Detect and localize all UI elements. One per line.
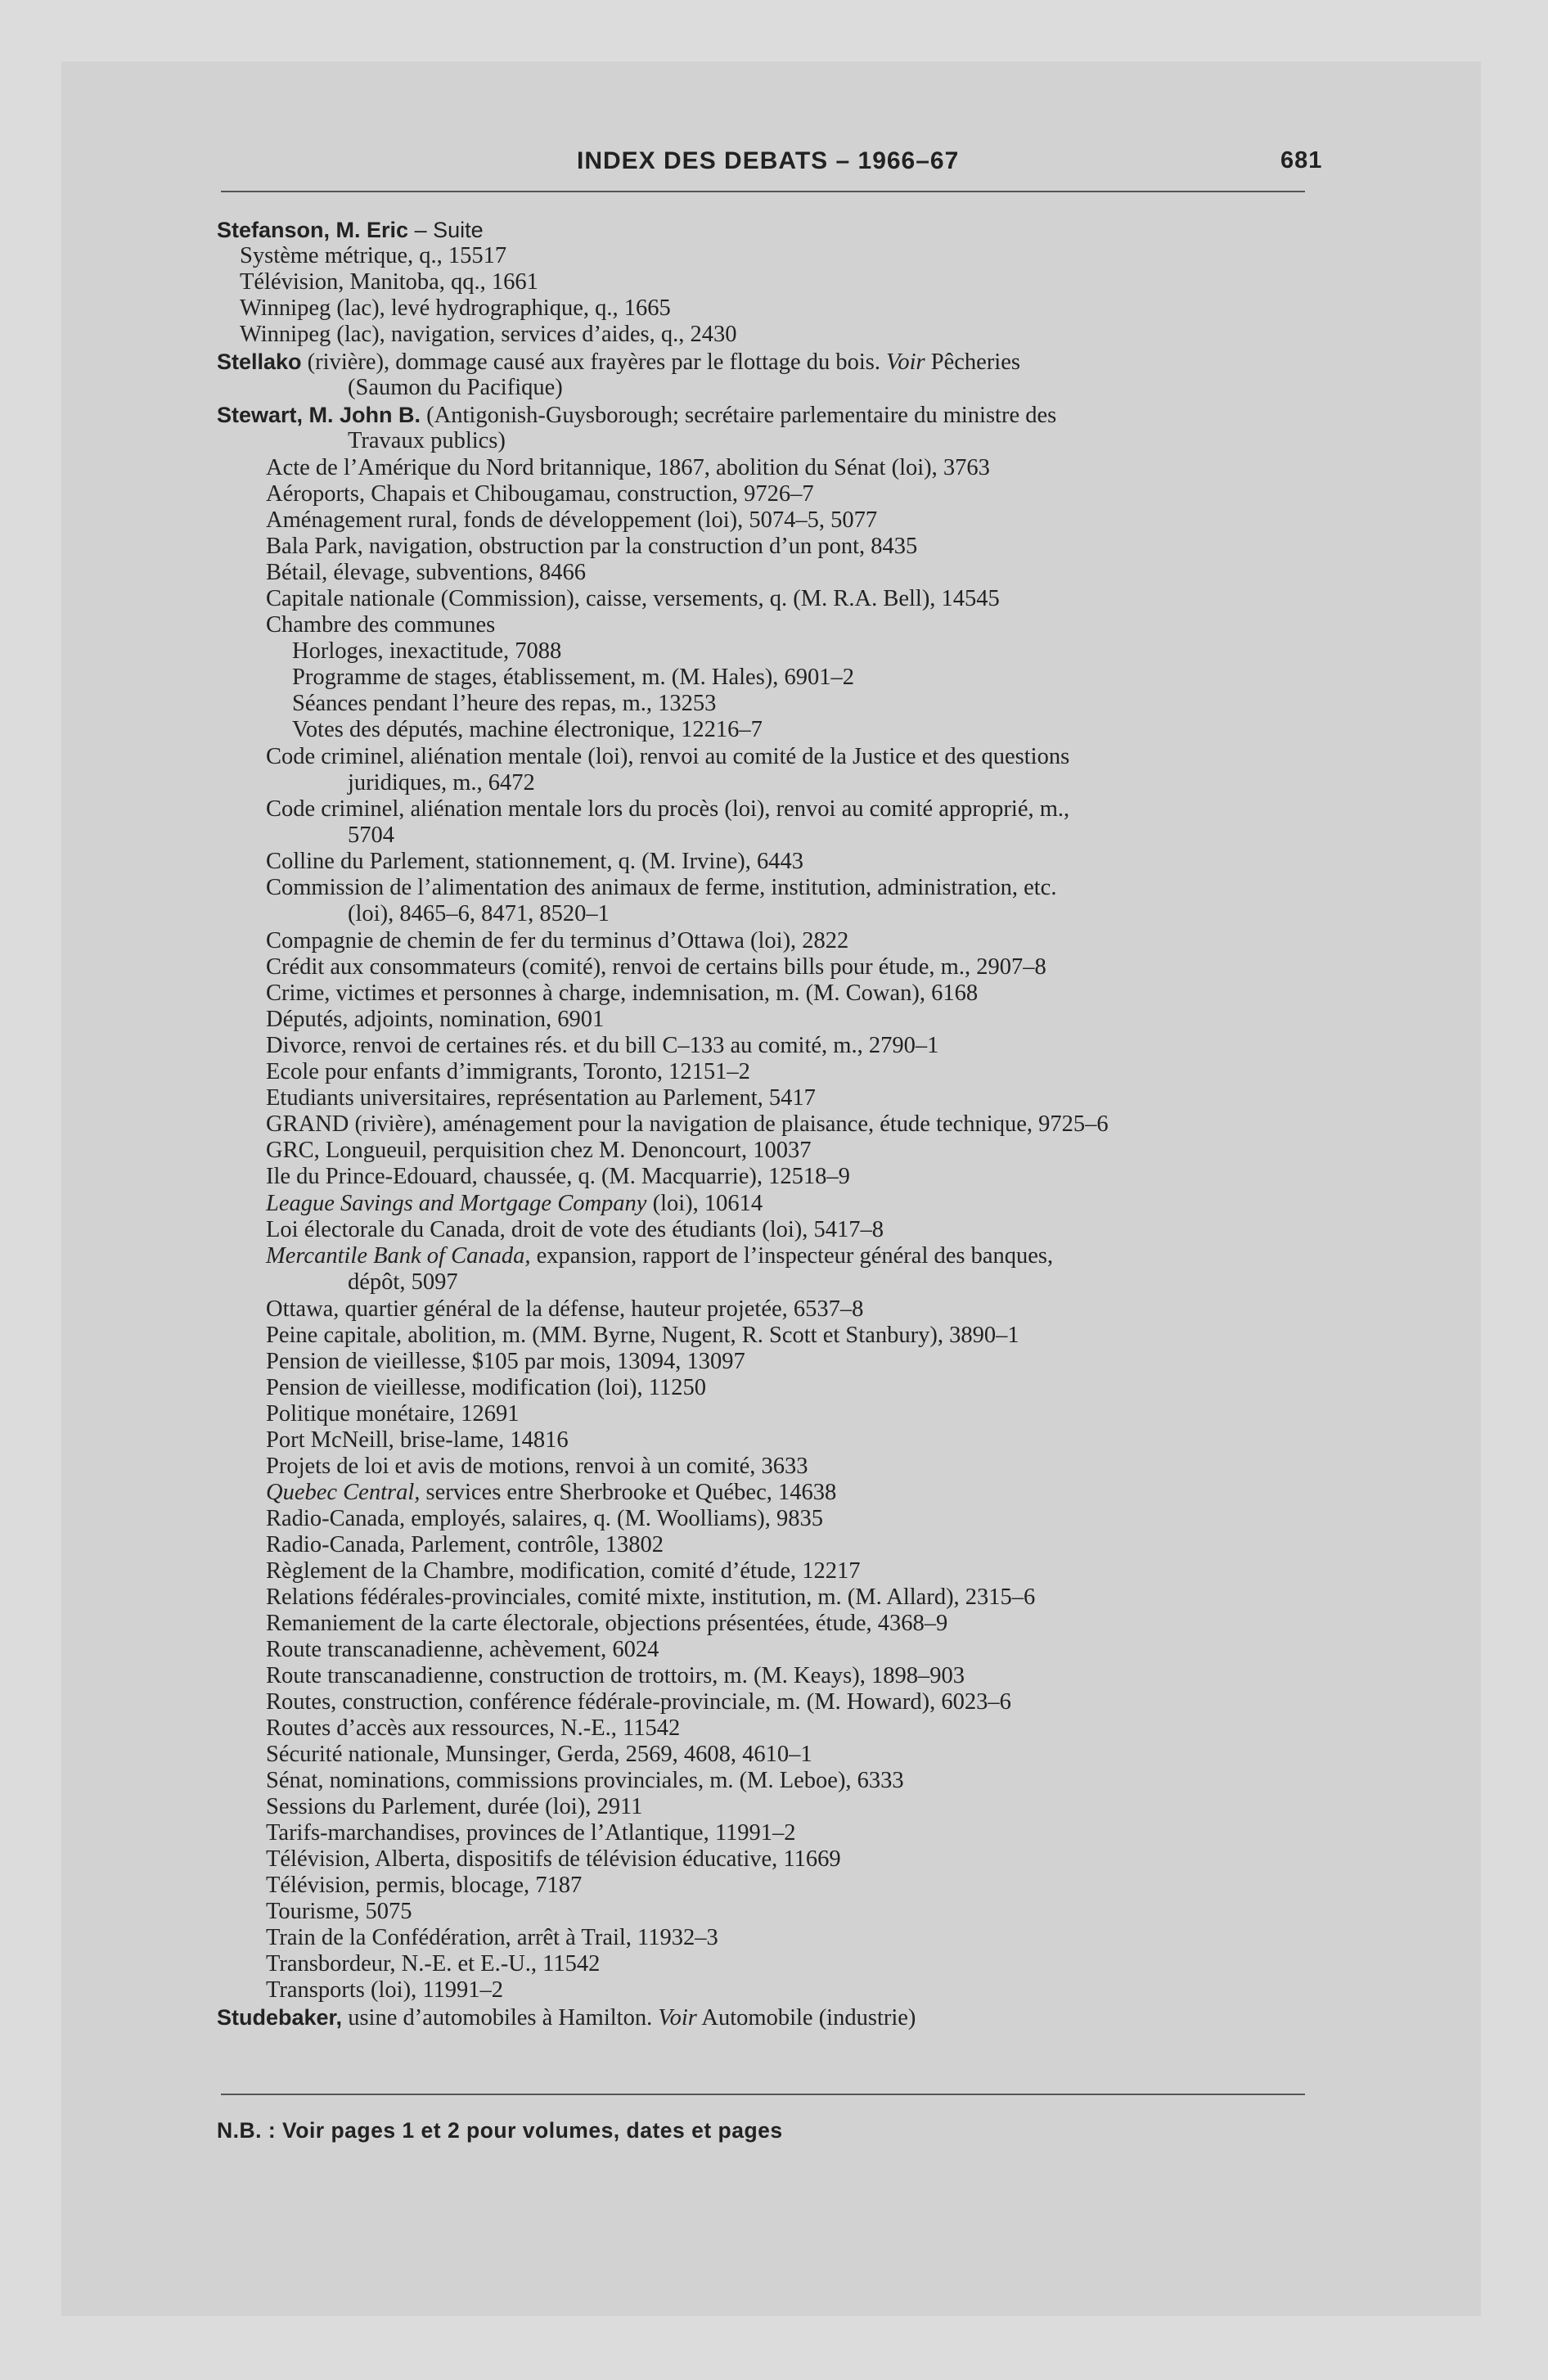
entry-text: (Antigonish-Guysborough; secrétaire parlementaire du ministre des [421,403,1057,428]
entry-text: (rivière), dommage causé aux frayères par le flottage du bois. [301,349,887,375]
entry-name: Studebaker, [217,2005,343,2030]
subentry: Ile du Prince-Edouard, chaussée, q. (M. Macquarrie), 12518–9 [266,1164,850,1189]
subentry: Bétail, élevage, subventions, 8466 [266,560,586,585]
subentry: Remaniement de la carte électorale, objections présentées, étude, 4368–9 [266,1611,948,1636]
subentry: Winnipeg (lac), navigation, services d’aides, q., 2430 [240,322,737,347]
subentry: GRAND (rivière), aménagement pour la navigation de plaisance, étude technique, 9725–6 [266,1111,1109,1137]
subentry: Crime, victimes et personnes à charge, indemnisation, m. (M. Cowan), 6168 [266,980,979,1006]
index-entry-heading [217,217,484,244]
subentry: Députés, adjoints, nomination, 6901 [266,1007,605,1032]
footnote: N.B. : Voir pages 1 et 2 pour volumes, dates et pages [217,2118,783,2143]
subentry: Colline du Parlement, stationnement, q. (M. Irvine), 6443 [266,849,803,874]
entry-name: Stewart, M. John B. [217,403,421,427]
subentry: Sécurité nationale, Munsinger, Gerda, 2569, 4608, 4610–1 [266,1742,812,1767]
subentry: Pension de vieillesse, $105 par mois, 13094, 13097 [266,1349,745,1374]
subentry: Loi électorale du Canada, droit de vote des étudiants (loi), 5417–8 [266,1217,884,1242]
header-rule [221,191,1305,192]
subentry: Tarifs-marchandises, provinces de l’Atlantique, 11991–2 [266,1820,796,1846]
subentry-continuation: dépôt, 5097 [348,1269,458,1295]
subentry: Radio-Canada, Parlement, contrôle, 13802 [266,1532,664,1557]
subentry [266,1243,1053,1269]
page-header [61,147,1481,180]
subentry [266,1191,763,1217]
subentry: Winnipeg (lac), levé hydrographique, q., 1665 [240,295,671,321]
company-name: League Savings and Mortgage Company [266,1191,647,1216]
subentry: Chambre des communes [266,612,496,638]
subentry: Route transcanadienne, achèvement, 6024 [266,1637,659,1662]
index-entry-heading [217,349,1020,376]
subentry: Acte de l’Amérique du Nord britannique, 1867, abolition du Sénat (loi), 3763 [266,455,990,480]
sub-subentry: Séances pendant l’heure des repas, m., 13253 [292,691,717,716]
cross-reference: Automobile (industrie) [696,2005,916,2031]
cross-reference: Pêcheries [925,349,1020,375]
subentry: Port McNeill, brise-lame, 14816 [266,1427,569,1453]
subentry: Compagnie de chemin de fer du terminus d’Ottawa (loi), 2822 [266,928,849,953]
entry-continuation: Travaux publics) [348,428,506,453]
running-title: INDEX DES DEBATS – 1966–67 [577,147,960,174]
subentry: Aménagement rural, fonds de développement (loi), 5074–5, 5077 [266,507,878,533]
voir-label: Voir [658,2005,697,2031]
subentry: Pension de vieillesse, modification (loi), 11250 [266,1375,706,1400]
voir-label: Voir [886,349,925,375]
subentry: Sessions du Parlement, durée (loi), 2911 [266,1794,643,1819]
subentry: Sénat, nominations, commissions provinciales, m. (M. Leboe), 6333 [266,1768,904,1793]
entry-name: Stefanson, M. Eric [217,218,409,242]
subentry: Projets de loi et avis de motions, renvoi à un comité, 3633 [266,1454,808,1479]
subentry: Transbordeur, N.-E. et E.-U., 11542 [266,1951,601,1977]
subentry-text: expansion, rapport de l’inspecteur général des banques, [530,1243,1054,1269]
subentry-continuation: (loi), 8465–6, 8471, 8520–1 [348,901,610,926]
entry-name: Stellako [217,349,302,374]
subentry: Routes, construction, conférence fédérale-provinciale, m. (M. Howard), 6023–6 [266,1689,1011,1715]
subentry: Crédit aux consommateurs (comité), renvoi de certains bills pour étude, m., 2907–8 [266,954,1046,980]
subentry: Télévision, Manitoba, qq., 1661 [240,269,538,295]
sub-subentry: Horloges, inexactitude, 7088 [292,638,562,664]
index-entry-heading [217,2004,916,2031]
subentry: Commission de l’alimentation des animaux de ferme, institution, administration, etc. [266,875,1057,900]
subentry: Radio-Canada, employés, salaires, q. (M. Woolliams), 9835 [266,1506,824,1531]
subentry: Aéroports, Chapais et Chibougamau, construction, 9726–7 [266,481,814,507]
subentry: Bala Park, navigation, obstruction par la construction d’un pont, 8435 [266,534,918,559]
company-name: Quebec Central, [266,1480,421,1505]
entry-continuation: (Saumon du Pacifique) [348,375,563,400]
subentry: Système métrique, q., 15517 [240,243,507,268]
subentry: Route transcanadienne, construction de trottoirs, m. (M. Keays), 1898–903 [266,1663,965,1688]
subentry: Télévision, Alberta, dispositifs de télévision éducative, 11669 [266,1846,841,1872]
subentry: Transports (loi), 11991–2 [266,1977,504,2003]
entry-text: usine d’automobiles à Hamilton. [342,2005,659,2031]
index-page [61,61,1481,2316]
index-entry-heading [217,402,1056,429]
subentry-text: (loi), 10614 [646,1191,763,1216]
subentry-text: services entre Sherbrooke et Québec, 14638 [420,1480,837,1505]
subentry: Etudiants universitaires, représentation au Parlement, 5417 [266,1085,816,1111]
subentry: Tourisme, 5075 [266,1899,412,1924]
subentry: Télévision, permis, blocage, 7187 [266,1873,583,1898]
subentry: Relations fédérales-provinciales, comité mixte, institution, m. (M. Allard), 2315–6 [266,1584,1036,1610]
subentry [266,1480,836,1506]
subentry-continuation: 5704 [348,823,394,848]
subentry: Train de la Confédération, arrêt à Trail, 11932–3 [266,1925,718,1950]
entry-suffix: – Suite [408,218,484,242]
subentry: Code criminel, aliénation mentale lors du procès (loi), renvoi au comité approprié, m., [266,796,1070,822]
subentry: Peine capitale, abolition, m. (MM. Byrne, Nugent, R. Scott et Stanbury), 3890–1 [266,1323,1019,1348]
subentry: Divorce, renvoi de certaines rés. et du bill C–133 au comité, m., 2790–1 [266,1033,939,1058]
company-name: Mercantile Bank of Canada, [266,1243,531,1269]
subentry: GRC, Longueuil, perquisition chez M. Denoncourt, 10037 [266,1138,812,1163]
subentry: Code criminel, aliénation mentale (loi), renvoi au comité de la Justice et des questions [266,744,1070,769]
subentry-continuation: juridiques, m., 6472 [348,770,535,796]
sub-subentry: Programme de stages, établissement, m. (M. Hales), 6901–2 [292,665,855,690]
subentry: Routes d’accès aux ressources, N.-E., 11542 [266,1715,681,1741]
subentry: Ottawa, quartier général de la défense, hauteur projetée, 6537–8 [266,1296,864,1322]
subentry: Capitale nationale (Commission), caisse, versements, q. (M. R.A. Bell), 14545 [266,586,1000,611]
sub-subentry: Votes des députés, machine électronique, 12216–7 [292,717,763,742]
footer-rule [221,2094,1305,2095]
subentry: Règlement de la Chambre, modification, comité d’étude, 12217 [266,1558,861,1584]
page-number: 681 [1280,147,1323,174]
subentry: Ecole pour enfants d’immigrants, Toronto, 12151–2 [266,1059,750,1084]
subentry: Politique monétaire, 12691 [266,1401,520,1427]
